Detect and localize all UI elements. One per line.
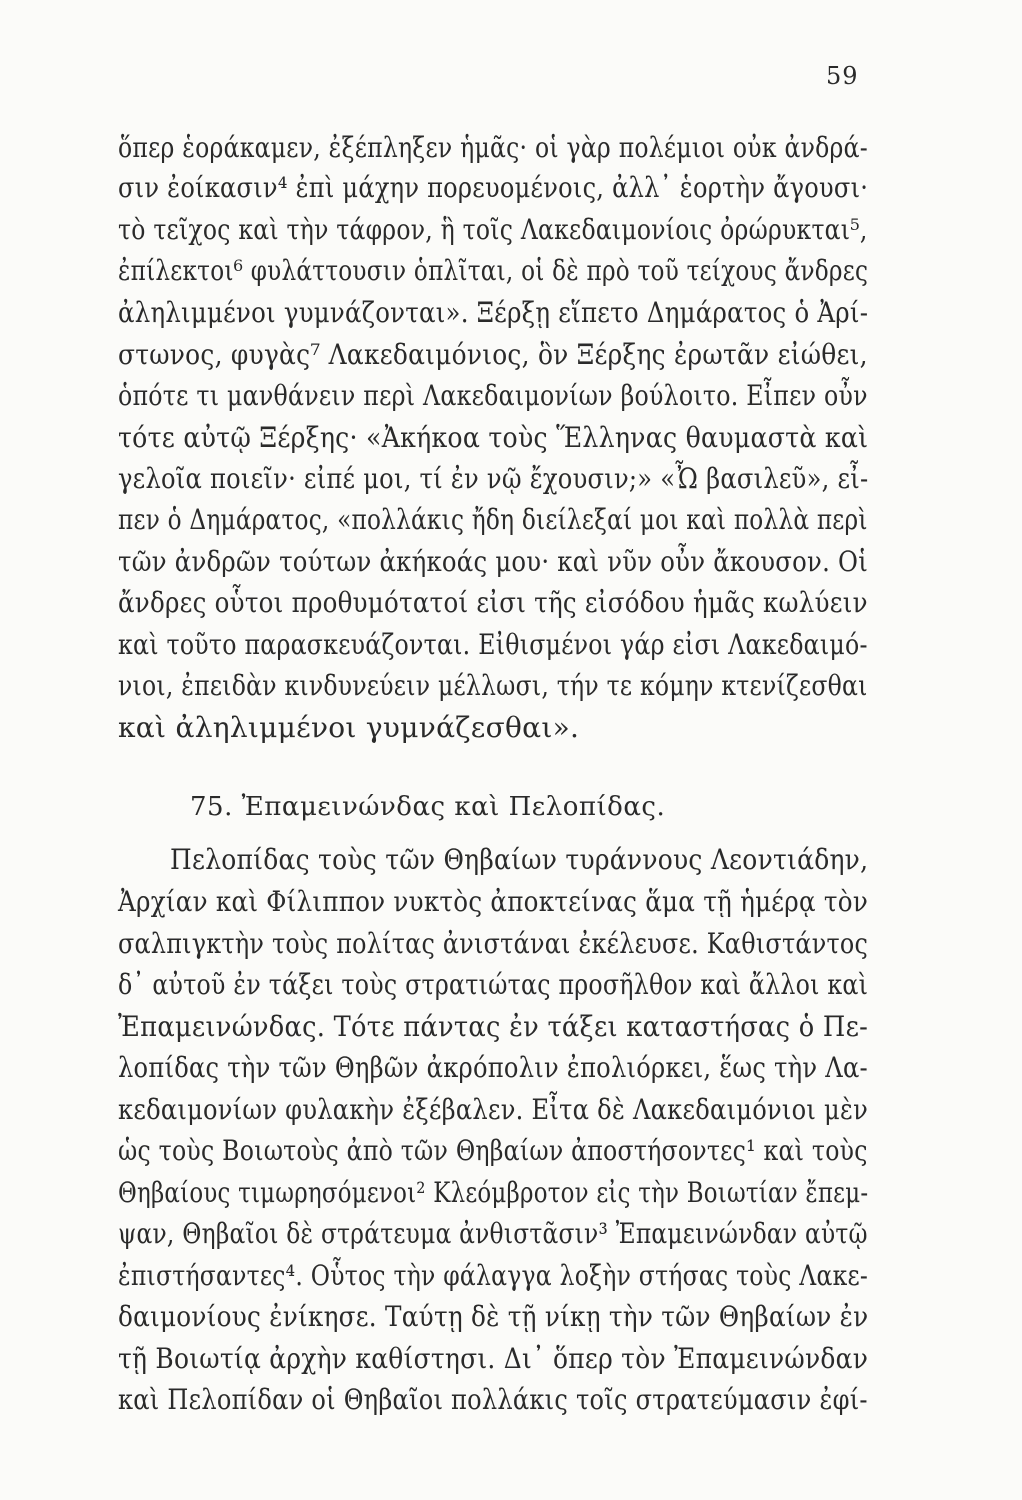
text-line: νιοι, ἐπειδὰν κινδυνεύειν μέλλωσι, τήν τε κόμην κτενίζεσθαι [118,669,868,702]
text-line: ἐπιστήσαντες⁴. Οὗτος τὴν φάλαγγα λοξὴν στήσας τοὺς Λακε- [118,1259,869,1292]
text-line: ψαν, Θηβαῖοι δὲ στράτευμα ἀνθιστᾶσιν³ Ἐπαμεινώνδαν αὐτῷ [118,1217,868,1250]
text-line: γελοῖα ποιεῖν· εἰπέ μοι, τί ἐν νῷ ἔχουσιν;» «Ὦ βασιλεῦ», εἶ- [118,462,869,495]
text-line: ὅπερ ἑοράκαμεν, ἐξέπληξεν ἡμᾶς· οἱ γὰρ πολέμιοι οὐκ ἀνδρά- [118,131,868,164]
text-line: σιν ἐοίκασιν⁴ ἐπὶ μάχην πορευομένοις, ἀλλ᾽ ἑορτὴν ἄγουσι· [118,171,869,204]
text-line: δαιμονίους ἐνίκησε. Ταύτῃ δὲ τῇ νίκῃ τὴν τῶν Θηβαίων ἐν [118,1300,869,1333]
text-line: στωνος, φυγὰς⁷ Λακεδαιμόνιος, ὃν Ξέρξης ἐρωτᾶν εἰώθει, [118,338,868,371]
text-line: σαλπιγκτὴν τοὺς πολίτας ἀνιστάναι ἐκέλευσε. Καθιστάντος [118,927,869,960]
text-line: ὁπότε τι μανθάνειν περὶ Λακεδαιμονίων βούλοιτο. Εἶπεν οὖν [118,379,868,412]
text-line: τῶν ἀνδρῶν τούτων ἀκήκοάς μου· καὶ νῦν οὖν ἄκουσον. Οἱ [118,545,869,578]
text-line: Πελοπίδας τοὺς τῶν Θηβαίων τυράννους Λεοντιάδην, [170,843,869,876]
text-line: ἄνδρες οὗτοι προθυμότατοί εἰσι τῆς εἰσόδου ἡμᾶς κωλύειν [118,586,868,619]
text-line: καὶ Πελοπίδαν οἱ Θηβαῖοι πολλάκις τοῖς στρατεύμασιν ἐφί- [118,1383,868,1416]
text-line: τότε αὐτῷ Ξέρξης· «Ἀκήκοα τοὺς Ἕλληνας θαυμαστὰ καὶ [118,421,869,454]
page-number: 59 [826,62,859,90]
text-line: τῇ Βοιωτίᾳ ἀρχὴν καθίστησι. Δι᾽ ὅπερ τὸν Ἐπαμεινώνδαν [118,1342,869,1375]
text-line: ὡς τοὺς Βοιωτοὺς ἀπὸ τῶν Θηβαίων ἀποστήσοντες¹ καὶ τοὺς [118,1134,868,1167]
text-line: Θηβαίους τιμωρησόμενοι² Κλεόμβροτον εἰς τὴν Βοιωτίαν ἔπεμ- [118,1176,869,1209]
section-heading: 75. Ἐπαμεινώνδας καὶ Πελοπίδας. [190,792,666,822]
text-line: δ᾽ αὐτοῦ ἐν τάξει τοὺς στρατιώτας προσῆλθον καὶ ἄλλοι καὶ [118,968,869,1001]
text-line: Ἀρχίαν καὶ Φίλιππον νυκτὸς ἀποκτείνας ἅμα τῇ ἡμέρᾳ τὸν [118,885,869,918]
text-line: λοπίδας τὴν τῶν Θηβῶν ἀκρόπολιν ἐπολιόρκει, ἕως τὴν Λα- [118,1051,868,1084]
text-line: καὶ ἀληλιμμένοι γυμνάζεσθαι». [118,711,580,744]
text-line: πεν ὁ Δημάρατος, «πολλάκις ἤδη διείλεξαί μοι καὶ πολλὰ περὶ [118,503,868,536]
text-line: κεδαιμονίων φυλακὴν ἐξέβαλεν. Εἶτα δὲ Λακεδαιμόνιοι μὲν [118,1093,869,1126]
text-line: καὶ τοῦτο παρασκευάζονται. Εἰθισμένοι γάρ εἰσι Λακεδαιμό- [118,628,868,661]
text-line: Ἐπαμεινώνδας. Τότε πάντας ἐν τάξει καταστήσας ὁ Πε- [118,1010,869,1043]
text-line: ἐπίλεκτοι⁶ φυλάττουσιν ὁπλῖται, οἱ δὲ πρὸ τοῦ τείχους ἄνδρες [118,254,869,287]
text-line: τὸ τεῖχος καὶ τὴν τάφρον, ἣ τοῖς Λακεδαιμονίοις ὀρώρυκται⁵, [118,213,868,246]
text-line: ἀληλιμμένοι γυμνάζονται». Ξέρξῃ εἵπετο Δημάρατος ὁ Ἀρί- [118,296,869,329]
